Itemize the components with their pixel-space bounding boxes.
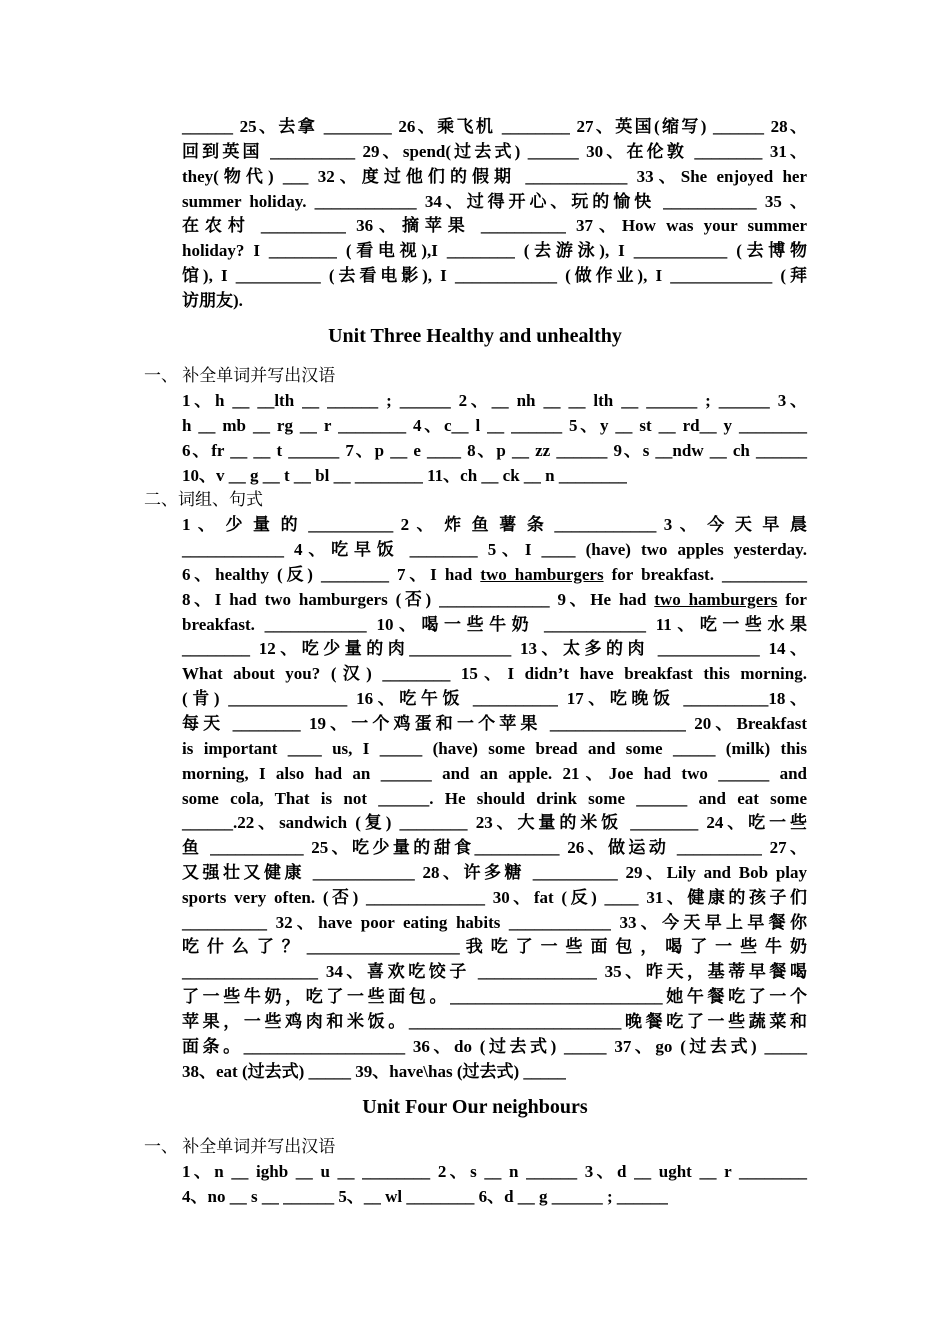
unit4-section1-label: 一、 补全单词并写出汉语 <box>144 1137 336 1156</box>
text-line: summer holiday. ____________ 34、过得开心、玩的愉快 ___________ 35 、 <box>182 192 807 211</box>
unit4-title: Unit Four Our neighbours <box>362 1096 588 1118</box>
text-line: (肯) ______________ 16、吃午饭 __________ 17、吃晚饭 __________18、 <box>182 689 807 708</box>
text-line: morning, I also had an ______ and an apple. 21、Joe had two ______ and <box>182 764 807 783</box>
text-line: 每天 ________ 19、一个鸡蛋和一个苹果 ________________ 20、Breakfast <box>182 714 807 733</box>
text-line: ______ 25、去拿 ________ 26、乘飞机 ________ 27、英国(缩写) ______ 28、 <box>182 117 807 136</box>
unit3-section1-label: 一、 补全单词并写出汉语 <box>144 366 336 385</box>
text-line: 馆), I __________ (去看电影), I ____________ (做作业), I ____________ (拜 <box>182 266 807 285</box>
text-line: 1、n __ ighb __ u __ ________ 2、s __ n ______ 3、d __ ught __ r ________ <box>182 1162 807 1181</box>
text-line: 鱼 ___________ 25、吃少量的甜食__________ 26、做运动 __________ 27、 <box>182 838 807 857</box>
text-line: some cola, That is not ______. He should drink some ______ and eat some <box>182 789 807 808</box>
text-line: 面条。___________________ 36、do (过去式) _____ 37、go (过去式) _____ <box>182 1037 807 1056</box>
text-line: 了一些牛奶，吃了一些面包。_________________________她午餐吃了一个 <box>182 987 807 1006</box>
text-line: 1、h __ __lth __ ______ ; ______ 2、__ nh __ __ lth __ ______ ; ______ 3、 <box>182 391 807 410</box>
text-line: 6、fr __ __ t ______ 7、p __ e ____ 8、p __ zz ______ 9、s __ndw __ ch ______ <box>182 441 807 460</box>
underlined-phrase: two hamburgers <box>480 565 604 584</box>
text-line: breakfast. ____________ 10、喝一些牛奶 ____________ 11、吃一些水果 <box>182 615 807 634</box>
text-line: sports very often. (否) ______________ 30、fat (反) ____ 31、健康的孩子们 <box>182 888 807 907</box>
text-line: 10、v __ g __ t __ bl __ ________ 11、ch __ ck __ n ________ <box>182 466 627 485</box>
text-line: 访朋友). <box>182 291 243 310</box>
unit3-title: Unit Three Healthy and unhealthy <box>328 325 622 347</box>
text-line: 苹果，一些鸡肉和米饭。_________________________晚餐吃了一些蔬菜和 <box>182 1012 807 1031</box>
underlined-phrase: two hamburgers <box>654 590 778 609</box>
text-line: holiday? I ________ (看电视),I ________ (去游泳), I ___________ (去博物 <box>182 241 807 260</box>
text-line: is important ____ us, I _____ (have) some bread and some _____ (milk) this <box>182 739 807 758</box>
text-line: 又强壮又健康 ____________ 28、许多糖 __________ 29、Lily and Bob play <box>182 863 807 882</box>
text-line: 1 、 少 量 的 __________ 2 、 炸 鱼 薯 条 ____________ 3 、 今 天 早 晨 <box>182 515 807 534</box>
text-line: h __ mb __ rg __ r ________ 4、c__ l __ ______ 5、y __ st __ rd__ y ________ <box>182 416 807 435</box>
text-line: What about you? (汉) ________ 15、I didn’t have breakfast this morning. <box>182 664 807 683</box>
text-line: ________________ 34、喜欢吃饺子 ______________ 35、昨天，基蒂早餐喝 <box>182 962 807 981</box>
text-line: ______.22、sandwich (复) ________ 23、大量的米饭 ________ 24、吃一些 <box>182 813 807 832</box>
text-line: 8、I had two hamburgers (否) _____________ 9、He had two hamburgers for <box>182 590 807 609</box>
text-line: 回到英国 __________ 29、spend(过去式) ______ 30、在伦敦 ________ 31、 <box>182 142 807 161</box>
text-line: 38、eat (过去式) _____ 39、have\has (过去式) _____ <box>182 1062 566 1081</box>
text-line: ____________ 4、吃早饭 ________ 5、I ____ (have) two apples yesterday. <box>182 540 807 559</box>
text-line: 在农村 __________ 36、摘苹果 __________ 37、How was your summer <box>182 216 807 235</box>
text-line: they(物代) ___ 32、度过他们的假期 ____________ 33、She enjoyed her <box>182 167 807 186</box>
text-line: 4、no __ s __ ______ 5、__ wl ________ 6、d __ g ______ ; ______ <box>182 1187 668 1206</box>
text-line: ________ 12、吃少量的肉____________ 13、太多的肉 ____________ 14、 <box>182 639 807 658</box>
text-line: 吃 什 么 了 ？ __________________ 我 吃 了 一 些 面 包 ， 喝 了 一 些 牛 奶 <box>182 937 807 956</box>
unit3-section2-label: 二、词组、句式 <box>144 490 263 509</box>
text-line: __________ 32、have poor eating habits ____________ 33、今天早上早餐你 <box>182 913 807 932</box>
text-line: 6、healthy (反) ________ 7、I had two hamburgers for breakfast. __________ <box>182 565 808 584</box>
